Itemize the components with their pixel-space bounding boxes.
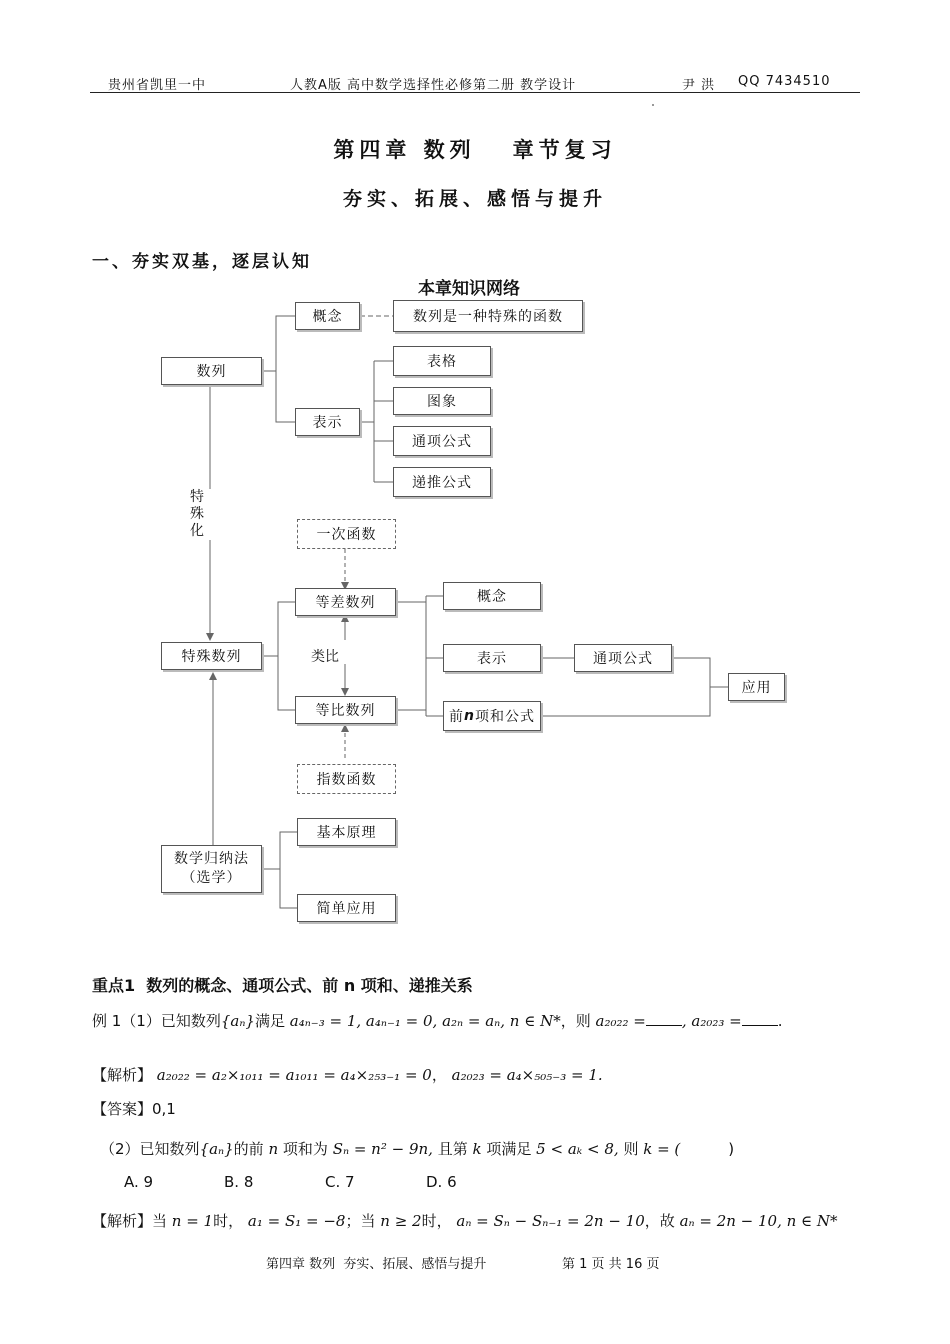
sol2-t4: ，故 — [644, 1212, 675, 1230]
node-yici: 一次函数 — [297, 519, 396, 549]
ex2-sn: Sₙ = n² − 9n, — [332, 1140, 433, 1158]
ex2-t1: 的前 — [233, 1140, 264, 1158]
sol1-f1: a₂₀₂₂ = a₂×₁₀₁₁ = a₁₀₁₁ = a₄×₂₅₃₋₁ = 0 — [156, 1066, 432, 1084]
ex2-n: n — [268, 1140, 279, 1158]
ex1-q2: , a₂₀₂₃ = — [681, 1012, 742, 1030]
header-book: 人教A版 高中数学选择性必修第二册 教学设计 — [290, 78, 577, 93]
ex2-keq: k = ( — [643, 1140, 681, 1158]
ex2-close: ) — [728, 1140, 735, 1158]
solution-1 — [92, 1064, 603, 1085]
node-tesu-shulie: 特殊数列 — [161, 642, 262, 670]
example-1 — [92, 1010, 783, 1031]
ex2-k: k — [472, 1140, 482, 1158]
section-heading: 一、夯实双基，逐层认知 — [92, 252, 312, 272]
ex2-seq: {aₙ} — [199, 1140, 234, 1158]
node-tuxiang: 图象 — [393, 387, 491, 415]
page-subtitle: 夯实、拓展、感悟与提升 — [342, 188, 607, 210]
ex2-t2: 项和为 — [282, 1140, 328, 1158]
node-tongxiang: 通项公式 — [393, 426, 491, 456]
node-gainian-desc: 数列是一种特殊的函数 — [393, 300, 583, 332]
ex1-blank2[interactable] — [742, 1025, 778, 1026]
node-zhishu: 指数函数 — [297, 764, 396, 794]
key-point-1: 重点1 数列的概念、通项公式、前 n 项和、递推关系 — [92, 976, 473, 995]
node-ditui: 递推公式 — [393, 467, 491, 497]
ex1-blank1[interactable] — [646, 1025, 682, 1026]
sol1-f2: a₂₀₂₃ = a₄×₅₀₅₋₃ = 1. — [451, 1066, 603, 1084]
ex1-then: ，则 — [560, 1012, 591, 1030]
header-author: 尹 洪 — [682, 78, 716, 93]
ex1-q1: a₂₀₂₂ = — [595, 1012, 646, 1030]
label-tesuhua: 特殊化 — [190, 489, 204, 539]
node-jiandan: 简单应用 — [297, 894, 396, 922]
guina-line1: 数学归纳法 — [174, 851, 249, 867]
guina-line2: （选学） — [181, 870, 242, 886]
sol2-f2: aₙ = Sₙ − Sₙ₋₁ = 2n − 10 — [456, 1212, 645, 1230]
sol2-t3: 时， — [421, 1212, 452, 1230]
ex2-t5: 则 — [623, 1140, 639, 1158]
ex1-end: . — [777, 1012, 783, 1030]
ex2-t3: 且第 — [437, 1140, 468, 1158]
option-c[interactable]: C. 7 — [325, 1173, 355, 1191]
example-2 — [100, 1138, 734, 1159]
node-dengcha: 等差数列 — [295, 588, 396, 616]
sol2-f1: a₁ = S₁ = −8 — [247, 1212, 346, 1230]
ex2-t4: 项满足 — [486, 1140, 532, 1158]
node-gainian2: 概念 — [443, 582, 541, 610]
diagram-title: 本章知识网络 — [418, 279, 520, 299]
sol2-c2: n ≥ 2 — [380, 1212, 422, 1230]
qianxiang-pre: 前 — [449, 709, 465, 725]
option-d[interactable]: D. 6 — [426, 1173, 457, 1191]
sol2-c1: n = 1 — [171, 1212, 214, 1230]
ex1-satisfy: 满足 — [254, 1012, 285, 1030]
node-qianxiang — [443, 701, 541, 731]
ex1-cond: a₄ₙ₋₃ = 1, a₄ₙ₋₁ = 0, a₂ₙ = aₙ, n ∈ N* — [289, 1012, 561, 1030]
sol1-sep: ， — [431, 1066, 447, 1084]
sol2-f3: aₙ = 2n − 10, n ∈ N* — [679, 1212, 838, 1230]
solution-2 — [92, 1210, 838, 1231]
option-a[interactable]: A. 9 — [124, 1173, 154, 1191]
footer-chapter: 第四章 数列 夯实、拓展、感悟与提升 — [266, 1257, 487, 1272]
page-title: 第四章 数列 章节复习 — [333, 138, 617, 162]
node-yingyong: 应用 — [728, 673, 785, 701]
node-shulie: 数列 — [161, 357, 262, 385]
node-biaoge: 表格 — [393, 346, 491, 376]
node-tongxiang2: 通项公式 — [574, 644, 672, 672]
option-b[interactable]: B. 8 — [224, 1173, 254, 1191]
node-jiben: 基本原理 — [297, 818, 396, 846]
answer-1: 【答案】0,1 — [92, 1100, 176, 1118]
node-dengbi: 等比数列 — [295, 696, 396, 724]
ex2-ineq: 5 < aₖ < 8, — [536, 1140, 619, 1158]
label-leibi: 类比 — [311, 649, 339, 665]
sol2-t1: 时， — [213, 1212, 244, 1230]
qianxiang-post: 项和公式 — [474, 709, 535, 725]
node-biaoshi: 表示 — [295, 408, 360, 436]
ex2-label: （2）已知数列 — [100, 1140, 200, 1158]
sol2-t2: ；当 — [345, 1212, 376, 1230]
node-biaoshi2: 表示 — [443, 644, 541, 672]
node-gainian: 概念 — [295, 302, 360, 330]
header-school: 贵州省凯里一中 — [108, 78, 207, 93]
footer-page: 第 1 页 共 16 页 — [562, 1257, 660, 1272]
header-qq: QQ 7434510 — [738, 74, 831, 89]
sol2-label: 【解析】当 — [92, 1212, 168, 1230]
sol1-label: 【解析】 — [92, 1066, 153, 1084]
ex1-seq: {aₙ} — [220, 1012, 255, 1030]
qianxiang-n: n — [464, 708, 475, 724]
node-guina — [161, 845, 262, 893]
ex1-label: 例 1（1）已知数列 — [92, 1012, 221, 1030]
